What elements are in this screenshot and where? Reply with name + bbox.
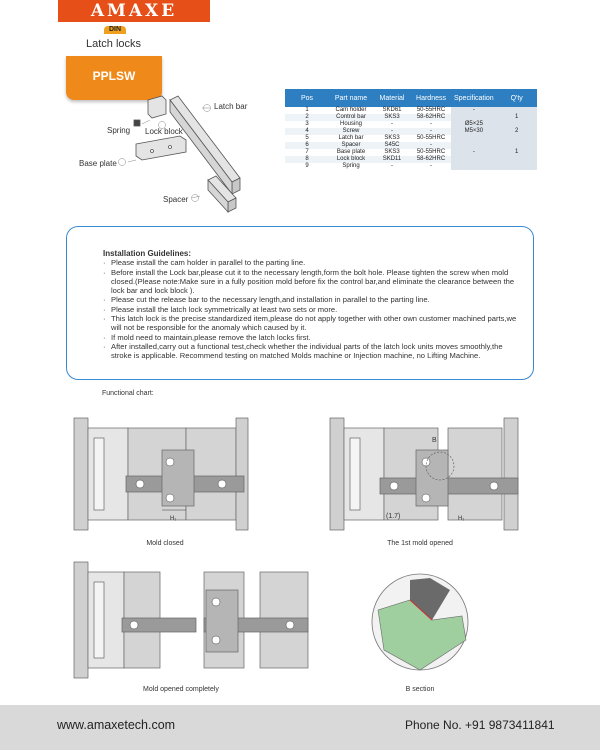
website-link[interactable]: www.amaxetech.com: [57, 718, 176, 732]
cell-material: -: [373, 121, 411, 128]
cell-material: -: [373, 163, 411, 170]
table-row: [285, 128, 537, 135]
cell-material: S45C: [373, 142, 411, 149]
product-code-tag: PPLSW: [66, 56, 162, 100]
col-material: Material: [373, 89, 411, 107]
cell-hardness: 50-55HRC: [411, 135, 451, 142]
cell-pos: 9: [285, 163, 329, 170]
din-badge: DIN: [104, 26, 126, 34]
latch-bar-label: Latch bar: [214, 102, 248, 111]
h1-mark: H₁: [170, 516, 177, 522]
lock-block-shape: [148, 96, 166, 118]
cell-pos: 5: [285, 135, 329, 142]
cell-part: Spring: [329, 163, 373, 170]
cell-qty: 1: [497, 107, 537, 128]
spec-table: [285, 89, 537, 170]
cell-pos: 2: [285, 114, 329, 121]
cell-pos: 7: [285, 149, 329, 156]
cell-material: -: [373, 128, 411, 135]
cell-pos: 8: [285, 156, 329, 163]
first-mold-opened-diagram: [328, 416, 522, 532]
cell-hardness: -: [411, 121, 451, 128]
col-hardness: Hardness: [411, 89, 451, 107]
cell-hardness: 58-62HRC: [411, 156, 451, 163]
cell-pos: 3: [285, 121, 329, 128]
cell-part: Cam holder: [329, 107, 373, 114]
table-row: [285, 135, 537, 142]
cell-hardness: -: [411, 128, 451, 135]
cell-pos: 4: [285, 128, 329, 135]
base-plate-label: Base plate: [79, 159, 117, 168]
guideline-item: · Please cut the release bar to the necessary length,and installation in parallel to the parting line.: [103, 295, 523, 304]
cell-pos: 1: [285, 107, 329, 114]
cell-pos: 6: [285, 142, 329, 149]
cell-part: Base plate: [329, 149, 373, 156]
installation-guidelines-box: [66, 226, 534, 380]
col-pos: Pos: [285, 89, 329, 107]
cell-qty: 1: [497, 135, 537, 170]
cell-material: SKD61: [373, 107, 411, 114]
col-part-name: Part name: [329, 89, 373, 107]
b-section-diagram: [370, 570, 470, 674]
b-mark: B: [432, 437, 437, 444]
cell-part: Screw: [329, 128, 373, 135]
cell-material: SKS3: [373, 149, 411, 156]
cell-hardness: 50-55HRC: [411, 149, 451, 156]
cell-hardness: -: [411, 163, 451, 170]
caption-mold-closed: Mold closed: [146, 540, 184, 547]
col-qty: Q'ty: [497, 89, 537, 107]
cell-part: Control bar: [329, 114, 373, 121]
cell-spec: -: [451, 135, 497, 170]
cell-material: SKS3: [373, 114, 411, 121]
cell-hardness: 58-62HRC: [411, 114, 451, 121]
guidelines-list: [103, 258, 523, 360]
cell-qty: 2: [497, 128, 537, 135]
spacer-label: Spacer: [163, 195, 189, 204]
h1-mark: H₁: [458, 516, 465, 522]
cell-part: Spacer: [329, 142, 373, 149]
lock-block-label: Lock block: [145, 127, 183, 136]
product-subtitle: Latch locks: [86, 38, 142, 50]
cell-material: SKD11: [373, 156, 411, 163]
guideline-item: · After installed,carry out a functional test,check whether the individual parts of the latch lock units moves smoothly,the stroke is applicable. Recommend testing on matched Molds machine or Injection machine, no Lifting Machine.: [103, 342, 523, 361]
cell-hardness: 50-55HRC: [411, 107, 451, 114]
functional-chart-label: Functional chart:: [102, 390, 154, 397]
spec-header-row: [285, 89, 537, 107]
guideline-item: · This latch lock is the precise standardized item,please do not apply together with other own customer machined parts,we will not be responsible for the anomaly which caused by it.: [103, 314, 523, 333]
caption-b-section: B section: [405, 686, 435, 693]
caption-first-mold-opened: The 1st mold opened: [387, 540, 453, 547]
guidelines-title: Installation Guidelines:: [103, 249, 192, 258]
spring-shape: [134, 120, 140, 126]
base-plate-shape: [136, 136, 186, 160]
cell-hardness: -: [411, 142, 451, 149]
phone-number: Phone No. +91 9873411841: [405, 718, 555, 732]
brand-logo: AMAXE: [58, 0, 210, 22]
cell-part: Latch bar: [329, 135, 373, 142]
mold-opened-completely-diagram: [72, 560, 312, 680]
table-row: [285, 107, 537, 114]
guideline-item: · Please install the cam holder in parallel to the parting line.: [103, 258, 523, 267]
cell-spec: M5×30: [451, 128, 497, 135]
cell-material: SKS3: [373, 135, 411, 142]
caption-mold-opened-completely: Mold opened completely: [143, 686, 219, 693]
guideline-item: · If mold need to maintain,please remove the latch locks first.: [103, 333, 523, 342]
cell-spec: Ø5×25: [451, 121, 497, 128]
col-specification: Specification: [451, 89, 497, 107]
cell-part: Housing: [329, 121, 373, 128]
guideline-item: · Before install the Lock bar,please cut it to the necessary length,form the bolt hole. Please tighten the screw when mold closed.(Please note:Make sure in a fully position mold before fix the control bar,and eliminate the clearance between the lock bar and lock block ).: [103, 268, 523, 296]
gap-mark: (1.7): [386, 513, 401, 520]
cell-spec: -: [451, 107, 497, 114]
spring-label: Spring: [107, 126, 131, 135]
mold-closed-diagram: [72, 416, 250, 532]
cell-part: Lock block: [329, 156, 373, 163]
guideline-item: · Please install the latch lock symmetrically at least two sets or more.: [103, 305, 523, 314]
